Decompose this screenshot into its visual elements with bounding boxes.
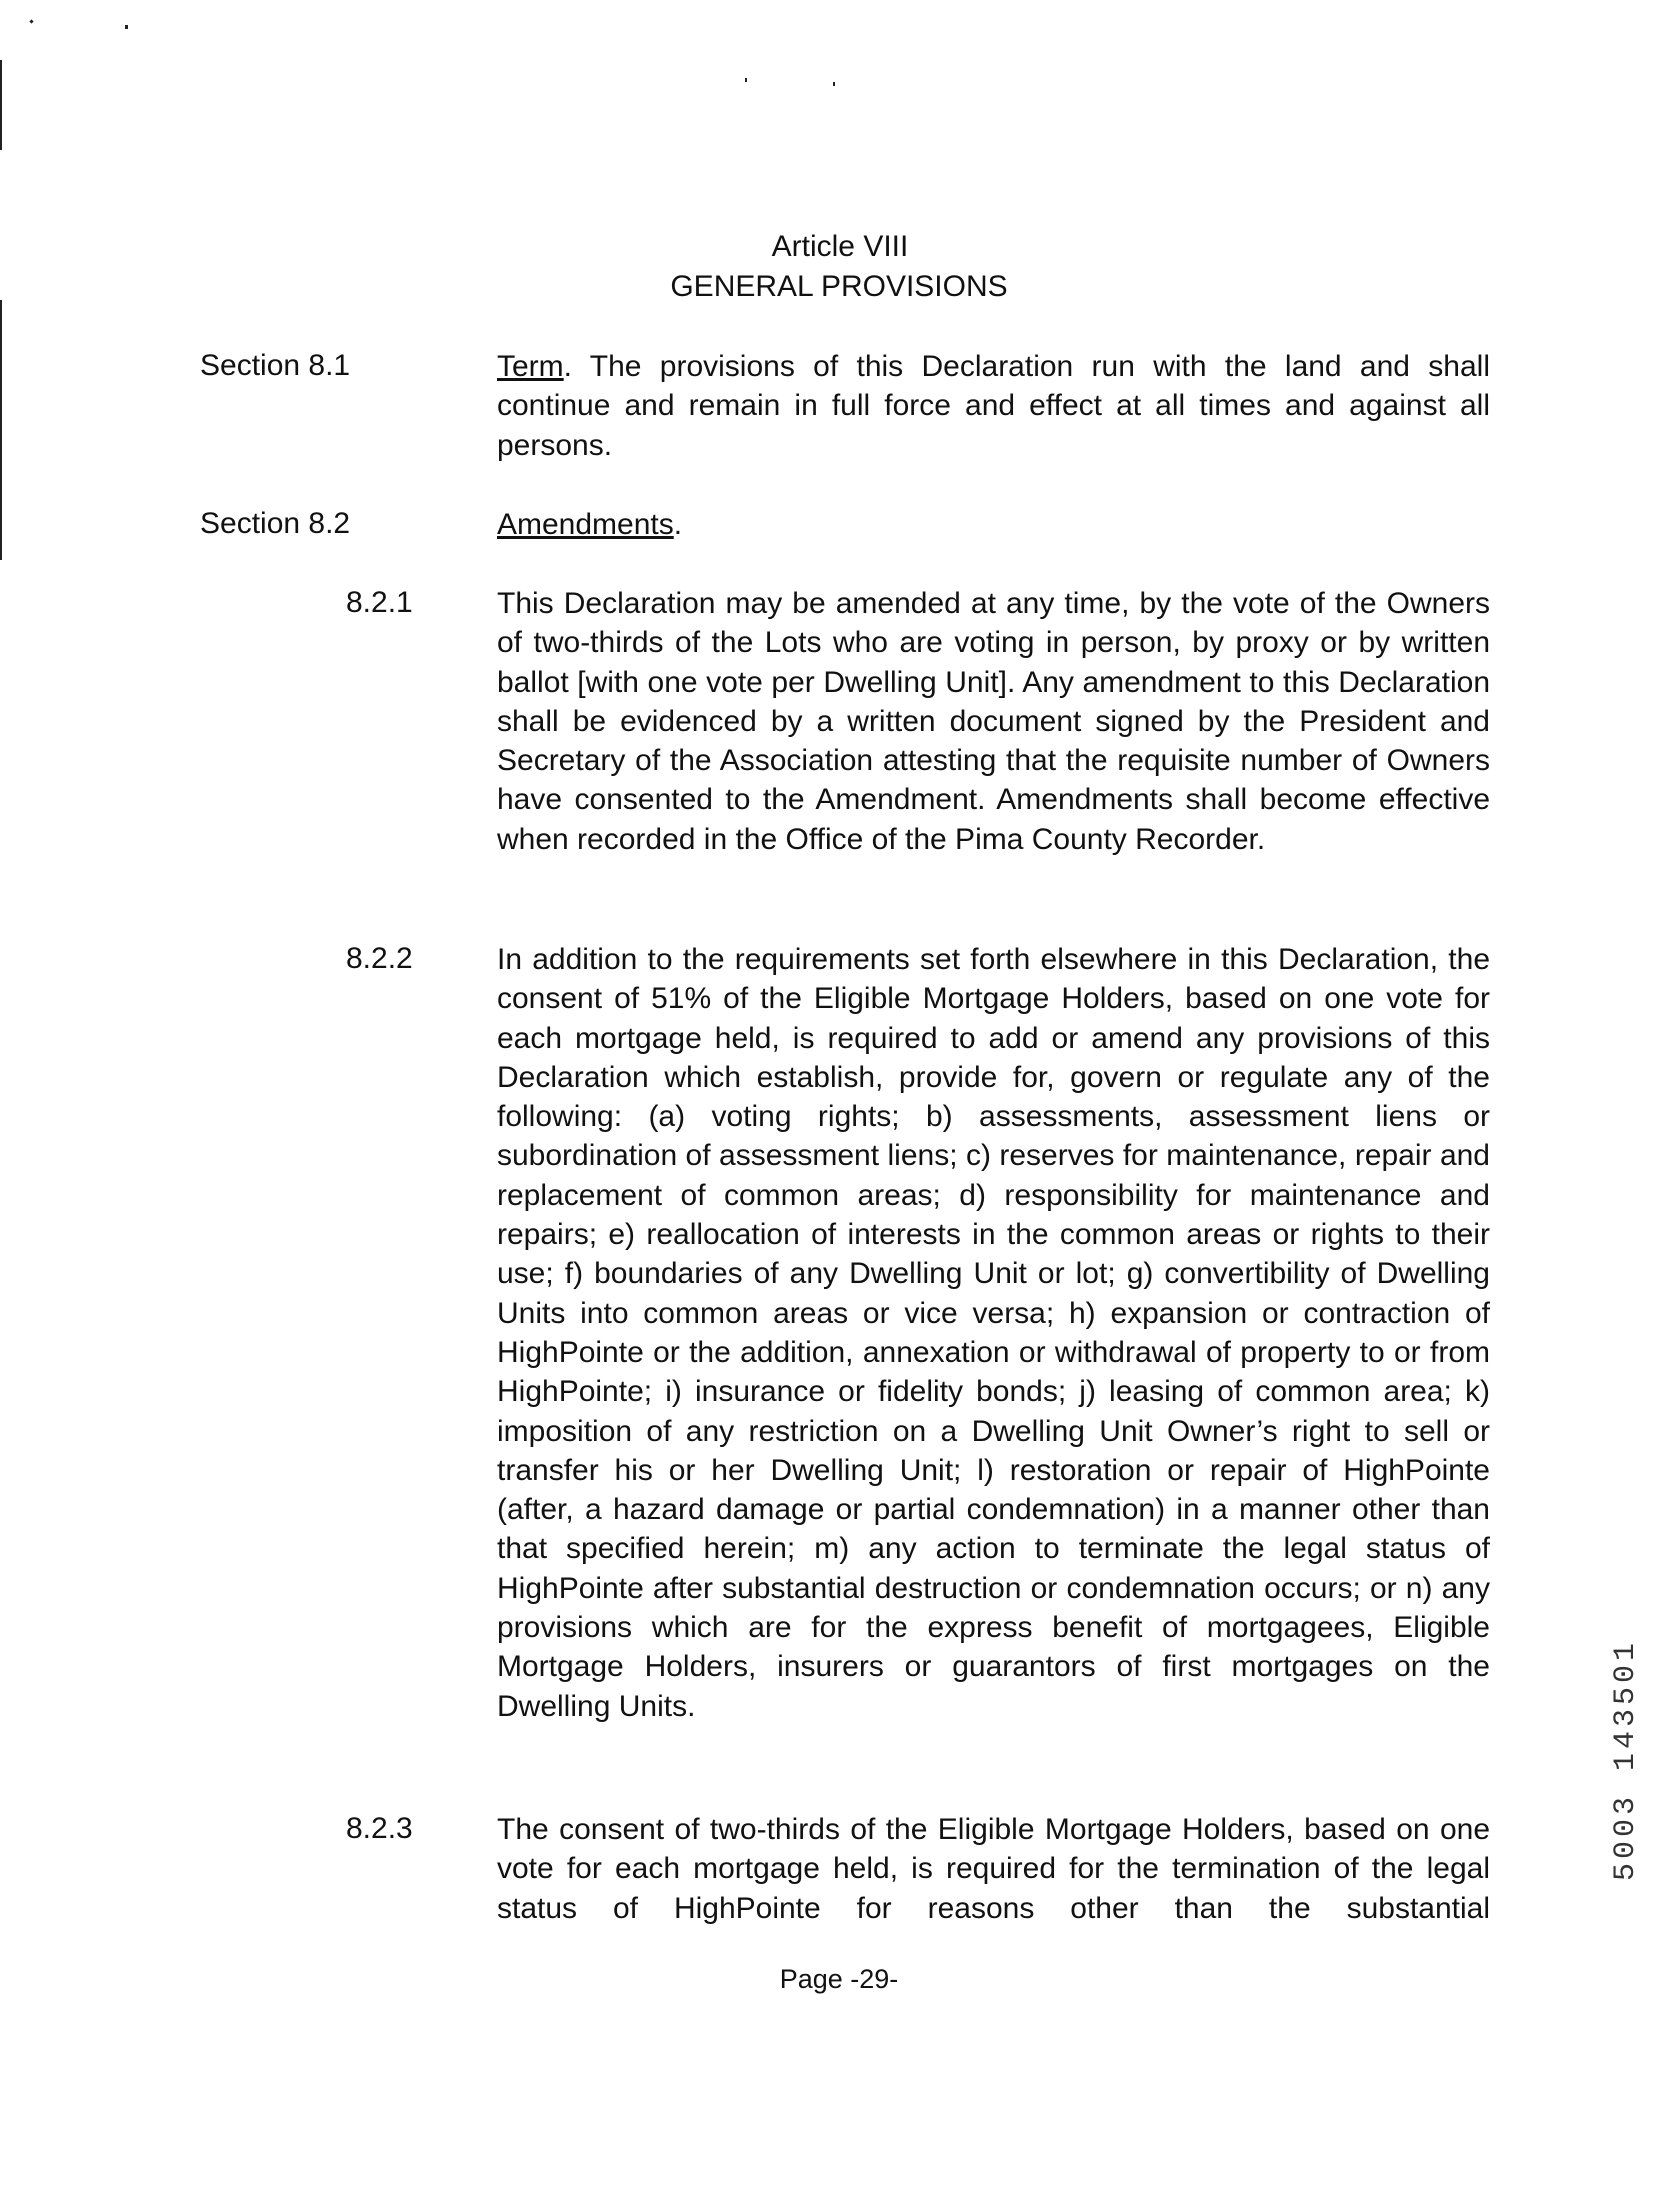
article-title: Article VIII [771, 230, 909, 263]
subsection-label: 8.2.2 [346, 942, 413, 975]
section-label: Section 8.2 [200, 507, 351, 540]
page-number: Page -29- [779, 1964, 899, 1994]
recording-stamp [1606, 1580, 1646, 1940]
subsection-label: 8.2.1 [346, 586, 413, 619]
section-heading: Amendments [497, 508, 674, 541]
scan-artifact [745, 78, 747, 82]
subsection-label: 8.2.3 [346, 1812, 413, 1845]
recording-stamp-text: 5003 143501 [1609, 1638, 1644, 1882]
subsection-text: This Declaration may be amended at any time, by the vote of the Owners of two-thirds of the Lots who are voting in person, by proxy or by written ballot [with one vote per Dwelling Unit]. Any amendment to this Declaration shall be evidenced by a written document signed by the President and Secretary of the Association attesting that the requisite number of Owners have consented to the Amendment. Amendments shall become effective when recorded in the Office of the Pima County Recorder. [497, 587, 1490, 856]
scan-artifact [125, 25, 128, 29]
scan-artifact [29, 19, 33, 23]
section-text: . The provisions of this Declaration run with the land and shall continue and remain in full force and effect at all times and against all persons. [497, 350, 1490, 462]
section-heading: Term [497, 350, 564, 383]
section-text: . [673, 508, 683, 541]
scan-edge-line [0, 300, 2, 560]
subsection-text: In addition to the requirements set forth elsewhere in this Declaration, the consent of 51% of the Eligible Mortgage Holders, based on one vote for each mortgage held, is required to add or amend any provisions of this Declaration which establish, provide for, govern or regulate any of the following: (a) voting rights; b) assessments, assessment liens or subordination of assessment liens; c) reserves for maintenance, repair and replacement of common areas; d) responsibility for maintenance and repairs; e) reallocation of interests in the common areas or rights to their use; f) boundaries of any Dwelling Unit or lot; g) convertibility of Dwelling Units into common areas or vice versa; h) expansion or contraction of HighPointe or the addition, annexation or withdrawal of property to or from HighPointe; i) insurance or fidelity bonds; j) leasing of common area; k) imposition of any restriction on a Dwelling Unit Owner’s right to sell or transfer his or her Dwelling Unit; l) restoration or repair of HighPointe (after, a hazard damage or partial condemnation) in a manner other than that specified herein; m) any action to terminate the legal status of HighPointe after substantial destruction or condemnation occurs; or n) any provisions which are for the express benefit of mortgagees, Eligible Mortgage Holders, insurers or guarantors of first mortgages on the Dwelling Units. [497, 943, 1490, 1723]
section-body [497, 347, 1490, 465]
section-label: Section 8.1 [200, 349, 351, 382]
scan-edge-line [0, 60, 2, 150]
subsection-text: The consent of two-thirds of the Eligible Mortgage Holders, based on one vote for each mortgage held, is required for the termination of the legal status of HighPointe for reasons other than the substantial [497, 1813, 1490, 1925]
section-body [497, 505, 1490, 544]
scan-artifact [833, 82, 835, 86]
article-subtitle: GENERAL PROVISIONS [670, 270, 1008, 303]
